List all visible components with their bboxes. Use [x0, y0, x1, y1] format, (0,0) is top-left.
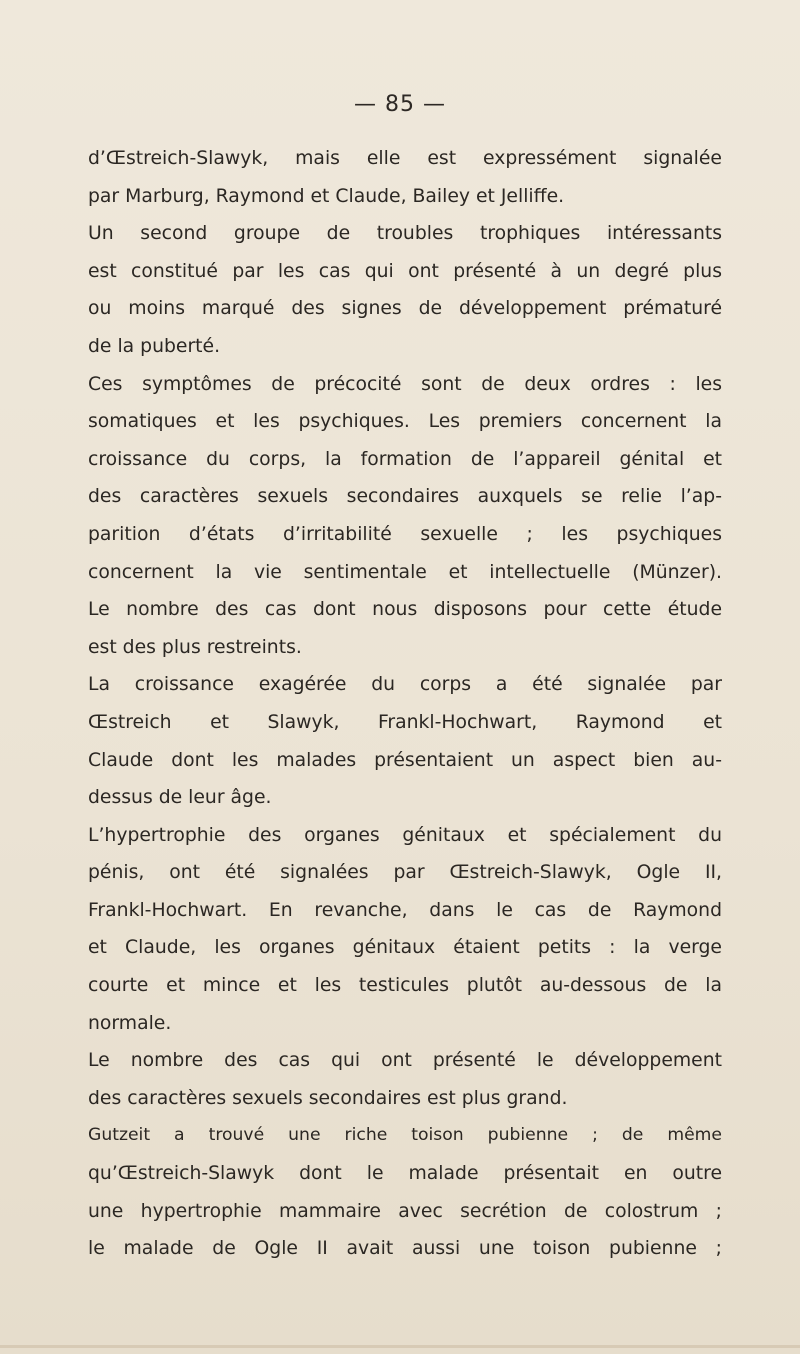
- text-line: pénis, ont été signalées par Œstreich-Slawyk, Ogle II,: [88, 862, 722, 884]
- text-line: Claude dont les malades présentaient un aspect bien au-: [88, 749, 722, 771]
- text-line: La croissance exagérée du corps a été signalée par: [88, 674, 722, 696]
- text-line: Gutzeit a trouvé une riche toison pubienne ; de même: [88, 1125, 722, 1146]
- text-line: parition d’états d’irritabilité sexuelle ; les psychiques: [88, 523, 722, 545]
- text-line: d’Œstreich-Slawyk, mais elle est expressément signalée: [88, 148, 722, 169]
- text-line: Ces symptômes de précocité sont de deux ordres : les: [88, 373, 722, 395]
- text-line: Frankl-Hochwart. En revanche, dans le cas de Raymond: [88, 899, 722, 921]
- text-line: des caractères sexuels secondaires est plus grand.: [88, 1087, 568, 1109]
- text-line: courte et mince et les testicules plutôt au-dessous de la: [88, 975, 722, 997]
- text-line: le malade de Ogle II avait aussi une toison pubienne ;: [88, 1238, 722, 1260]
- text-line: par Marburg, Raymond et Claude, Bailey et Jelliffe.: [88, 185, 565, 207]
- text-line: Le nombre des cas qui ont présenté le développement: [88, 1050, 722, 1072]
- page-edge-rule: [0, 1345, 800, 1348]
- text-line: dessus de leur âge.: [88, 787, 272, 809]
- text-line: Un second groupe de troubles trophiques intéressants: [88, 223, 722, 245]
- text-line: une hypertrophie mammaire avec secrétion de colostrum ;: [88, 1200, 722, 1222]
- text-line: L’hypertrophie des organes génitaux et spécialement du: [88, 824, 722, 846]
- text-line: concernent la vie sentimentale et intellectuelle (Münzer).: [88, 561, 722, 583]
- page-number: — 85 —: [354, 92, 446, 117]
- text-line: ou moins marqué des signes de développement prématuré: [88, 298, 722, 320]
- text-line: des caractères sexuels secondaires auxquels se relie l’ap-: [88, 486, 722, 508]
- text-line: normale.: [88, 1012, 172, 1034]
- text-line: Le nombre des cas dont nous disposons pour cette étude: [88, 599, 722, 621]
- text-line: de la puberté.: [88, 335, 221, 357]
- text-line: est des plus restreints.: [88, 636, 302, 658]
- text-line: et Claude, les organes génitaux étaient petits : la verge: [88, 937, 722, 959]
- text-line: est constitué par les cas qui ont présenté à un degré plus: [88, 260, 722, 282]
- text-line: croissance du corps, la formation de l’appareil génital et: [88, 448, 722, 470]
- text-line: somatiques et les psychiques. Les premiers concernent la: [88, 411, 722, 433]
- text-line: Œstreich et Slawyk, Frankl-Hochwart, Raymond et: [88, 711, 722, 733]
- text-line: qu’Œstreich-Slawyk dont le malade présentait en outre: [88, 1163, 722, 1185]
- body-text: [88, 140, 722, 1268]
